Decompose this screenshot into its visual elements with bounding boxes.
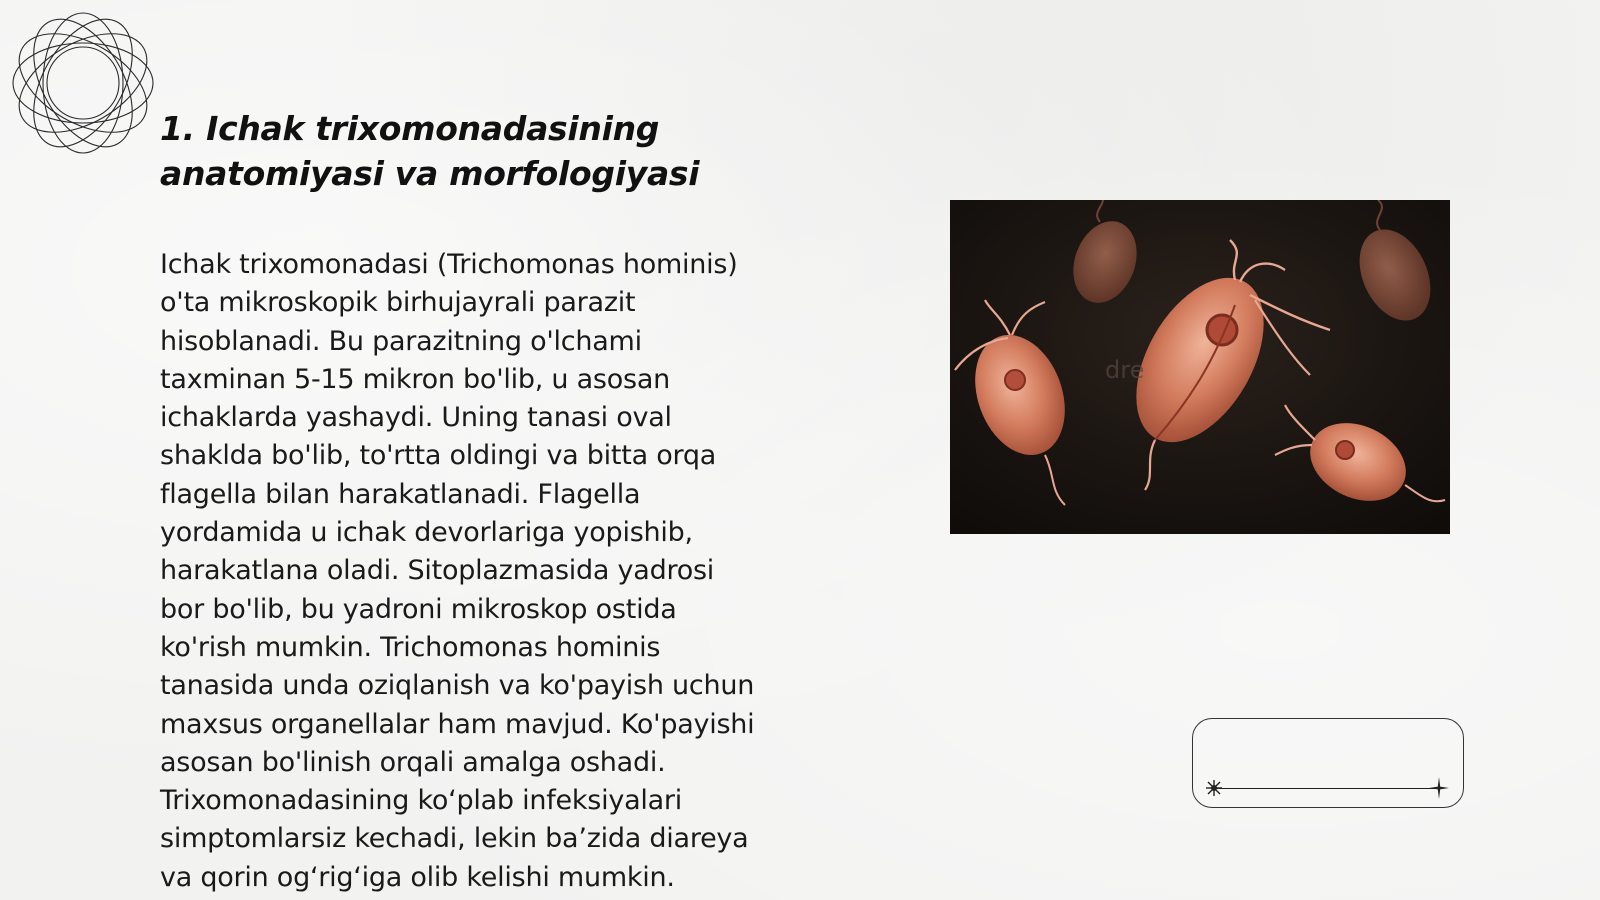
ornament-circle-icon	[10, 10, 156, 156]
image-watermark: dre	[1105, 356, 1145, 384]
trichomonas-photo	[950, 200, 1450, 534]
sparkle-icon	[1429, 777, 1449, 799]
timeline-line	[1215, 788, 1441, 789]
timeline-widget	[1192, 718, 1464, 808]
body-text: Ichak trixomonadasi (Trichomonas hominis) o'ta mikroskopik birhujayrali parazit hisoblanadi. Bu parazitning o'lchami taxminan 5-15 mikron bo'lib, u asosan ichaklarda yashaydi. Uning tanasi oval shakldа bo'lib, to'rtta oldingi va bitta orqa flagella bilan harakatlanadi. Flagella yordamida u ichak devorlariga yopishib, harakatlana oladi. Sitoplazmasida yadrosi bor bo'lib, bu yadroni mikroskop ostida ko'rish mumkin. Trichomonas hominis tanasida unda oziqlanish va ko'payish uchun maxsus organellalar ham mavjud. Ko'payishi asosan bo'linish orqali amalga oshadi. Trixomonadasining ko‘plab infeksiyalari simptomlarsiz kechadi, lekin ba’zida diareya va qorin og‘rig‘iga olib kelishi mumkin.	[160, 249, 755, 893]
slide-title: 1. Ichak trixomonadasining anatomiyasi va morfologiyasi	[160, 109, 700, 193]
